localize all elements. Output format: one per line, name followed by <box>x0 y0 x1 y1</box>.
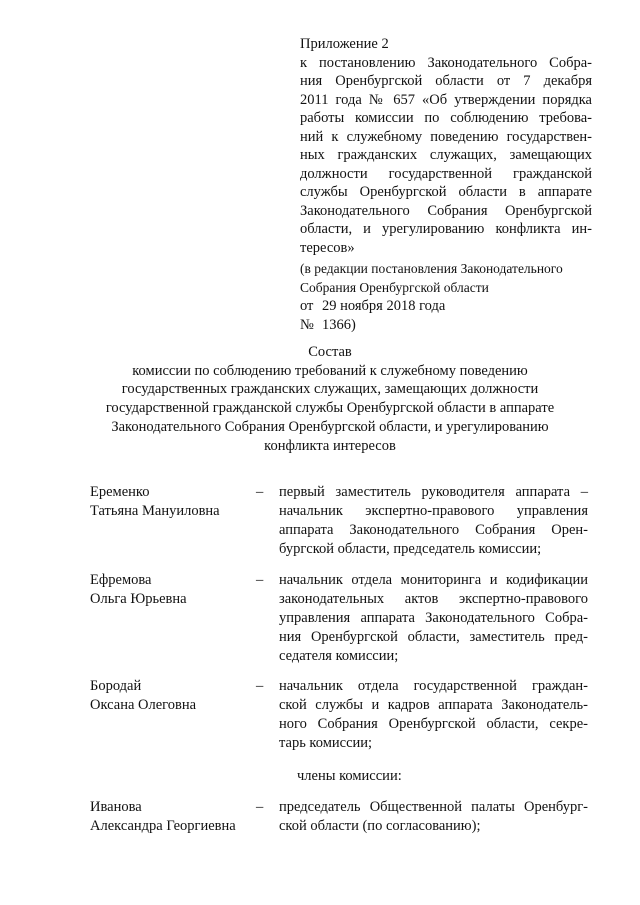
member-given-name: Александра Георгиевна <box>90 818 236 834</box>
description-line: управления аппарата Законодательного Собра- <box>279 610 588 626</box>
member-description <box>279 483 588 559</box>
document-title <box>90 343 570 455</box>
description-line: начальник отдела государственной граждан- <box>279 678 588 694</box>
description-line: первый заместитель руководителя аппарата – <box>279 484 588 500</box>
appendix-line: к постановлению Законодательного Собра- <box>300 54 592 71</box>
member-given-name: Оксана Олеговна <box>90 697 197 713</box>
appendix-line: ных гражданских служащих, замещающих <box>300 147 592 163</box>
appendix-block <box>300 35 592 334</box>
member-surname: Иванова <box>90 799 142 815</box>
title-line: конфликта интересов <box>264 437 396 454</box>
description-line: бургской области, председатель комиссии; <box>279 541 542 557</box>
appendix-line: 2011 года № 657 «Об утверждении порядка <box>300 91 592 108</box>
appendix-title: Приложение 2 <box>300 36 389 52</box>
title-line: Законодательного Собрания Оренбургской области, и урегулированию <box>111 418 549 435</box>
member-surname: Еременко <box>90 484 150 500</box>
description-line: тарь комиссии; <box>279 735 373 751</box>
member-dash: – <box>256 484 264 500</box>
member-description <box>279 571 588 666</box>
edition-number-value: 1366) <box>322 316 356 333</box>
appendix-line: ний к служебному поведению государствен- <box>300 128 592 145</box>
description-line: ской области (по согласованию); <box>279 818 481 834</box>
title-line: государственной гражданской службы Оренбургской области в аппарате <box>105 400 555 417</box>
description-line: ного Собрания Оренбургской области, секре- <box>279 716 588 732</box>
member-surname: Ефремова <box>90 572 152 588</box>
member-dash: – <box>256 572 264 588</box>
description-line: седателя комиссии; <box>279 648 399 664</box>
description-line: законодательных актов экспертно-правового <box>279 591 588 607</box>
member-description <box>279 798 588 836</box>
member-name <box>90 798 255 836</box>
appendix-line: службы Оренбургской области в аппарате <box>300 184 592 200</box>
description-line: ния Оренбургской области, заместитель пред- <box>279 629 588 645</box>
appendix-line: ния Оренбургской области от 7 декабря <box>300 73 592 89</box>
appendix-line: области, и урегулированию конфликта ин- <box>300 221 592 237</box>
edition-number-label: № <box>300 316 314 333</box>
edition-line: (в редакции постановления Законодательного <box>300 261 563 276</box>
appendix-line: Законодательного Собрания Оренбургской <box>300 202 592 219</box>
edition-date-row <box>300 297 592 316</box>
title-line: государственных гражданских служащих, замещающих должности <box>121 381 539 398</box>
members-heading: члены комиссии: <box>297 768 402 784</box>
member-name <box>90 571 255 609</box>
member-dash: – <box>256 678 264 694</box>
member-surname: Бородай <box>90 678 142 694</box>
member-dash: – <box>256 799 264 815</box>
edition-date-value: 29 ноября 2018 года <box>322 298 446 314</box>
edition-number-row <box>300 316 592 335</box>
member-name <box>90 483 255 521</box>
description-line: ской службы и кадров аппарата Законодатель- <box>279 697 588 713</box>
member-name <box>90 677 255 715</box>
description-line: аппарата Законодательного Собрания Орен- <box>279 522 588 538</box>
title-heading: Состав <box>308 344 352 360</box>
description-line: председатель Общественной палаты Оренбург- <box>279 799 588 815</box>
appendix-line: должности государственной гражданской <box>300 165 592 182</box>
member-given-name: Татьяна Мануиловна <box>90 503 220 519</box>
description-line: начальник экспертно-правового управления <box>279 503 588 519</box>
appendix-line: работы комиссии по соблюдению требова- <box>300 110 592 126</box>
edition-line: Собрания Оренбургской области <box>300 279 489 295</box>
appendix-line: тересов» <box>300 239 355 256</box>
edition-date-label: от <box>300 298 314 314</box>
title-line: комиссии по соблюдению требований к служебному поведению <box>132 362 528 379</box>
member-given-name: Ольга Юрьевна <box>90 591 187 607</box>
member-description <box>279 677 588 753</box>
description-line: начальник отдела мониторинга и кодификации <box>279 572 588 588</box>
